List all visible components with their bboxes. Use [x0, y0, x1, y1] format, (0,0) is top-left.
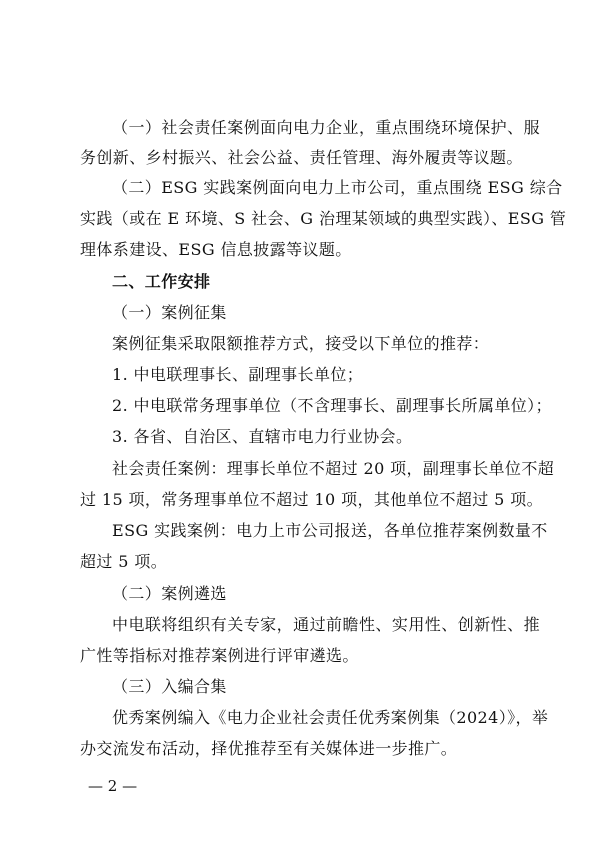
section-heading-work-arrangement: 二、工作安排 — [112, 272, 211, 291]
subheading-compilation: （三）入编合集 — [112, 677, 227, 696]
list-item-3: 3. 各省、自治区、直辖市电力行业协会。 — [112, 427, 413, 446]
subheading-case-collection: （一）案例征集 — [112, 303, 227, 322]
paragraph-collection-intro: 案例征集采取限额推荐方式，接受以下单位的推荐： — [112, 334, 490, 353]
page-number: — 2 — — [88, 777, 138, 795]
paragraph-1-line-2: 务创新、乡村振兴、社会公益、责任管理、海外履责等议题。 — [80, 148, 523, 167]
paragraph-1-line-1: （一）社会责任案例面向电力企业，重点围绕环境保护、服 — [112, 118, 540, 137]
paragraph-compilation-line-2: 办交流发布活动，择优推荐至有关媒体进一步推广。 — [80, 739, 458, 758]
list-item-1: 1. 中电联理事长、副理事长单位； — [112, 365, 364, 384]
paragraph-csr-quota-line-2: 过 15 项，常务理事单位不超过 10 项，其他单位不超过 5 项。 — [80, 490, 544, 509]
paragraph-2-line-1: （二）ESG 实践案例面向电力上市公司，重点围绕 ESG 综合 — [112, 178, 563, 197]
paragraph-compilation-line-1: 优秀案例编入《电力企业社会责任优秀案例集（2024）》，举 — [112, 708, 549, 727]
paragraph-2-line-3: 理体系建设、ESG 信息披露等议题。 — [80, 240, 352, 259]
paragraph-selection-line-1: 中电联将组织有关专家，通过前瞻性、实用性、创新性、推 — [112, 615, 540, 634]
paragraph-selection-line-2: 广性等指标对推荐案例进行评审遴选。 — [80, 646, 359, 665]
paragraph-csr-quota-line-1: 社会责任案例：理事长单位不超过 20 项，副理事长单位不超 — [112, 459, 555, 478]
paragraph-esg-quota-line-2: 超过 5 项。 — [80, 552, 168, 571]
list-item-2: 2. 中电联常务理事单位（不含理事长、副理事长所属单位）； — [112, 396, 552, 415]
paragraph-esg-quota-line-1: ESG 实践案例：电力上市公司报送，各单位推荐案例数量不 — [112, 521, 548, 540]
subheading-case-selection: （二）案例遴选 — [112, 584, 227, 603]
paragraph-2-line-2: 实践（或在 E 环境、S 社会、G 治理某领域的典型实践）、ESG 管 — [80, 209, 567, 228]
